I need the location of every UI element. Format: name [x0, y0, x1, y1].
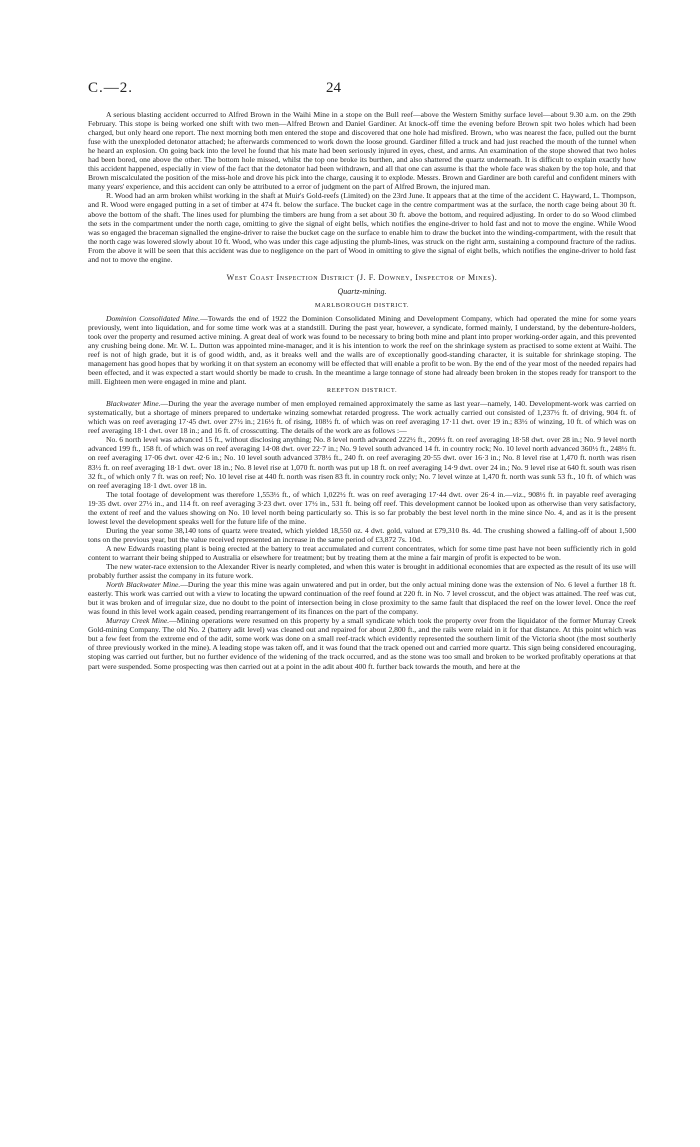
paragraph-muir-accident: R. Wood had an arm broken whilst working in the shaft at Muir's Gold-reefs (Limited) on the 23rd June. It appears that at the time of the accident C. Hayward, L. Thompson, and R. Wood were engaged putting in a set of timber at 474 ft. below the surface. The bucket cage in the centre compartment was at the surface, the north cage being about 30 ft. above the bottom of the shaft. The lines used for plumbing the timbers are hung from a set about 30 ft. above the bottom, and required adjusting. In order to do so Wood climbed the sets in the compartment under the north cage, omitting to give the signal of eight bells, which notifies the engine-driver to hold fast and not to move the engine. While Wood was so engaged the braceman signalled the engine-driver to raise the bucket cage on the surface to enable him to draw the bucket into the winding-compartment, with the result that the north cage was lowered slowly about 10 ft. Wood, who was under this cage adjusting the plumb-lines, was struck on the right arm, sustaining a compound fracture of the radius. From the above it will be seen that this accident was due to negligence on the part of Wood in omitting to give the signal of eight bells, which notifies the engine-driver to hold fast and not to move the engine. — [88, 191, 636, 264]
page-content — [88, 80, 636, 671]
blackwater-text: —During the year the average number of men employed remained approximately the same as last year—namely, 140. Development-work was carried on systematically, but a shortage of miners prepared to undertake winzing somewhat retarded progress. The work actually carried out consisted of 1,237½ ft. of driving, 904 ft. of which was on reef averaging 17·45 dwt. over 27½ in.; 216½ ft. of rising, 108½ ft. of which was on reef averaging 17·11 dwt. over 19 in.; 83½ of winzing, 10 ft. of which was on reef averaging 18·1 dwt. over 18 in.; and 16 ft. of crosscutting. The details of the work are as follows :— — [88, 399, 636, 436]
dominion-text: —Towards the end of 1922 the Dominion Consolidated Mining and Development Company, which had operated the mine for some years previously, went into liquidation, and for some time work was at a standstill. During the past year, however, a syndicate, formed mainly, I understand, by the debenture-holders, took over the property and resumed active mining. A great deal of work was found to be necessary to bring both mine and plant into proper working-order again, and this prevented any crushing being done. Mr. W. L. Dutton was appointed mine-manager, and it is his intention to work the reef on the shrinkage system as practised to some extent at Waihi. The reef is not of high grade, but it is of good width, and, as it breaks well and the walls are of exceptionally good-standing character, it is suitable for shrinkage stoping. The management has good hopes that by working it on that system an economy will be effected that will enable a profit to be won. By the end of the year most of the needed repairs had been effected, and it was expected a start would shortly be made to crush. In the meantime a large tonnage of stone had already been broken in the stopes ready for transport to the mill. Eighteen men were engaged in mine and plant. — [88, 313, 636, 387]
paragraph-blackwater-details: No. 6 north level was advanced 15 ft., without disclosing anything; No. 8 level north advanced 222½ ft., 209½ ft. on reef averaging 18·58 dwt. over 28 in.; No. 9 level north advanced 199 ft., 158 ft. of which was on reef averaging 14·08 dwt. over 22·7 in.; No. 9 level south advanced 14 ft. in country rock; No. 10 level north advanced 360½ ft., 248½ ft. on reef averaging 17·06 dwt. over 42·6 in.; No. 10 level south advanced 378½ ft., 240 ft. on reef averaging 20·55 dwt. over 16·3 in.; No. 8 level rise at 1,470 ft. north was risen 83½ ft. on reef averaging 18·1 dwt. over 18 in.; No. 8 level rise at 1,070 ft. north was put up 18 ft. on reef averaging 14·9 dwt. over 24 in.; No. 9 level rise at 640 ft. south was risen 32 ft., of which only 7 ft. was on reef; No. 10 level rise at 440 ft. north was risen 83 ft. in country rock only; No. 7 level winze at 1,470 ft. north was sunk 53 ft., 10 ft. of which was on reef averaging 18·1 dwt. over 18 in. — [88, 435, 636, 490]
mine-name-murray-creek: Murray Creek Mine. — [106, 616, 170, 626]
paragraph-waihi-accident: A serious blasting accident occurred to Alfred Brown in the Waihi Mine in a stope on the Bull reef—above the Western Smithy surface level—about 9.30 a.m. on the 29th February. This stope is being worked one shift with two men—Alfred Brown and Daniel Gardiner. At knock-off time the evening before Brown spit two holes which had been charged, but only heard one report. The next morning both men entered the stope and discovered that one hole had misfired. Brown, who was nearest the face, pulled out the burnt fuse with the unexploded detonator attached; he afterwards commenced to work down the loose ground. Gardiner filled a truck and had just reached the mouth of the tunnel when he heard an explosion. On going back into the level he found that his mate had been seriously injured in eyes, chest, and arms. An examination of the stope showed that two holes had been bored, one above the other. The bottom hole missed, whilst the top one broke its burthen, and also shattered the quartz underneath. It is difficult to explain exactly how this accident happened, especially in view of the fact that the detonator had been withdrawn, and all that one can assume is that the whole face was shaken by the top hole, and that Brown miscalculated the position of the miss-hole and drove his pick into the charge, causing it to explode. Messrs. Brown and Gardiner are both careful and confident miners with many years' experience, and this accident can only be attributed to a error of judgment on the part of Alfred Brown, the injured man. — [88, 110, 636, 192]
page-number: 24 — [326, 80, 341, 96]
subheading-quartz-mining: Quartz-mining. — [337, 286, 387, 296]
article-body — [88, 110, 636, 671]
paragraph-dominion — [88, 314, 636, 386]
district-heading-reefton: REEFTON DISTRICT. — [326, 387, 398, 395]
district-heading-marlborough: MARLBOROUGH DISTRICT. — [314, 301, 410, 309]
paragraph-murray-creek — [88, 616, 636, 670]
mine-name-blackwater: Blackwater Mine. — [106, 399, 161, 409]
section-heading: West Coast Inspection District (J. F. Downey, Inspector of Mines). — [226, 272, 498, 282]
page-header — [88, 80, 636, 110]
paragraph-blackwater-total: The total footage of development was therefore 1,553½ ft., of which 1,022½ ft. was on reef averaging 17·44 dwt. over 26·4 in.—viz., 908½ ft. in payable reef averaging 19·35 dwt. over 27½ in., and 114 ft. on reef averaging 3·23 dwt. over 17½ in., 531 ft. being off reef. This development cannot be looked upon as otherwise than very satisfactory, the extent of reef and the values showing on No. 10 level north being particularly so. This is so far probably the best level north in the mine since No. 4, and as it is the present lowest level the development speaks well for the future life of the mine. — [88, 489, 636, 526]
murray-creek-text: —Mining operations were resumed on this property by a small syndicate which took the property over from the liquidator of the former Murray Creek Gold-mining Company. The old No. 2 (battery adit level) was cleaned out and repaired for about 2,800 ft., and the rails were relaid in it for that distance. At this point which was but a few feet from the extreme end of the adit, some work was done on a small reef-track which evidently represented the southern limit of the Victoria shoot (the most southerly of three previously worked in the mine). A leading stope was taken off, and it was found that the track opened out and carried more quartz. This sign being considered encouraging, stoping was carried out further, but no further evidence of the widening of the track occurred, and as the stone was too small and broken to be worked profitably operations at that part were suspended. Some prospecting was then carried out at a point in the adit about 400 ft. further back towards the mouth, and here at the — [88, 616, 636, 671]
report-code: C.—2. — [88, 80, 134, 96]
paragraph-edwards-plant: A new Edwards roasting plant is being erected at the battery to treat accumulated and current concentrates, which for some time past have not been sufficiently rich in gold content to warrant their being shipped to Australia or elsewhere for treatment; but by treating them at the mine a fair margin of profit is expected to be won. — [88, 543, 636, 562]
paragraph-north-blackwater — [88, 580, 636, 616]
paragraph-blackwater-crushing: During the year some 38,140 tons of quartz were treated, which yielded 18,550 oz. 4 dwt. gold, valued at £79,310 8s. 4d. The crushing showed a falling-off of about 1,500 tons on the previous year, but the value received represented an increase in the same period of £3,872 7s. 10d. — [88, 525, 636, 544]
north-blackwater-text: —During the year this mine was again unwatered and put in order, but the only actual mining done was the extension of No. 6 level a further 18 ft. easterly. This work was carried out with a view to locating the upward continuation of the reef found at 220 ft. in No. 7 level crosscut, and the object was attained. The reef was cut, but it was broken and of irregular size, due no doubt to the point of intersection being in close proximity to the same fault that displaced the reef on the lower level. Once the reef was found in this level work again ceased, pending rearrangement of its finances on the part of the company. — [88, 580, 636, 617]
paragraph-blackwater — [88, 399, 636, 435]
paragraph-water-race: The new water-race extension to the Alexander River is nearly completed, and when this water is brought in additional economies that are expected as the result of its use will probably further assist the company in its future work. — [88, 562, 636, 581]
mine-name-dominion: Dominion Consolidated Mine. — [106, 313, 201, 323]
mine-name-north-blackwater: North Blackwater Mine. — [106, 580, 181, 590]
